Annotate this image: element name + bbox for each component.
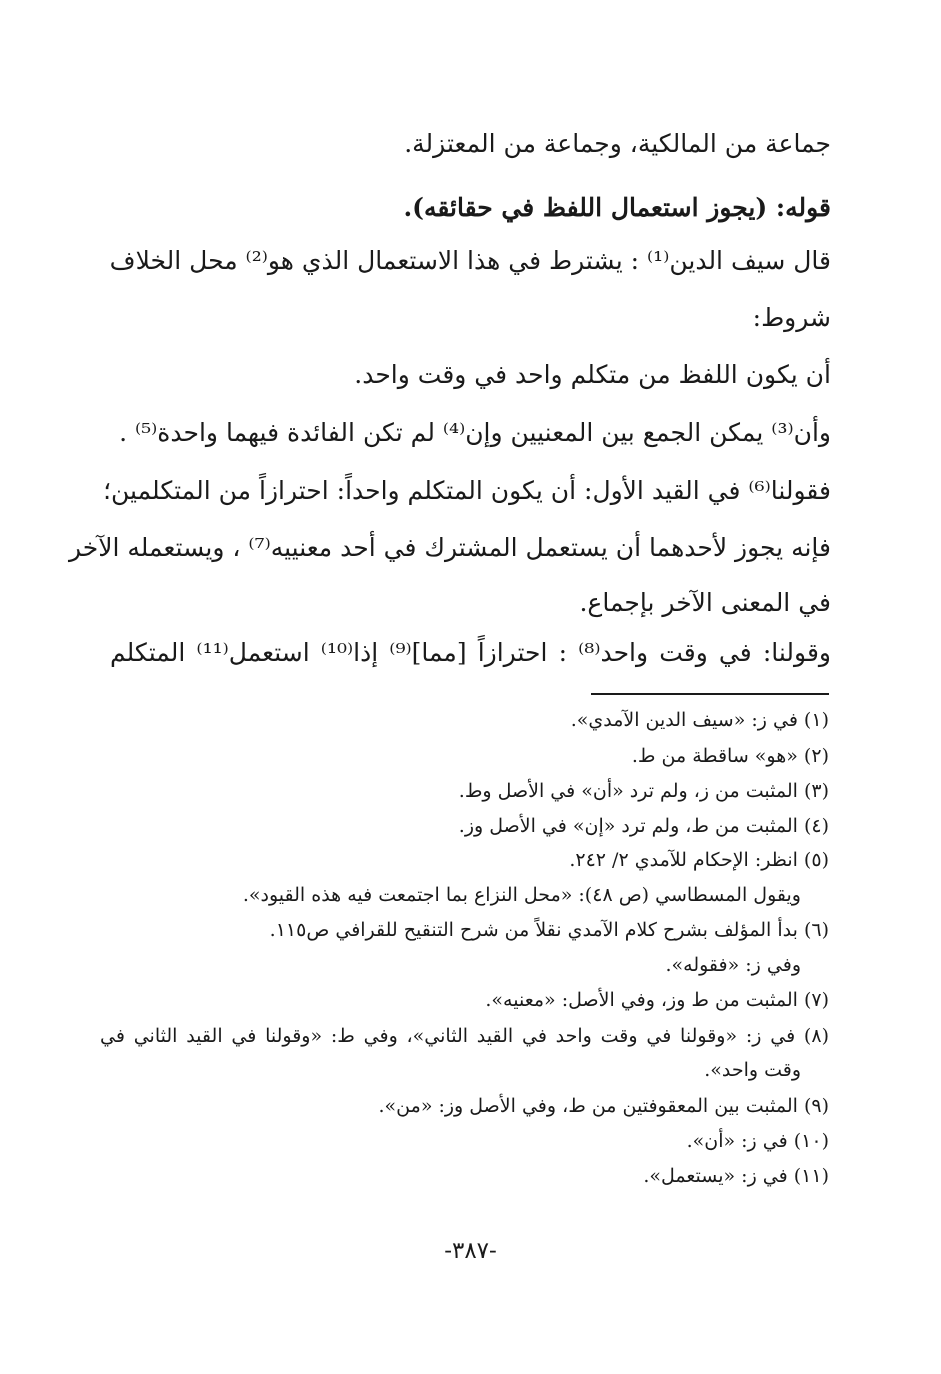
page-number: -٣٨٧- [444,1238,497,1264]
footnote: (٣) المثبت من ز، ولم ترد «أن» في الأصل وط. [458,780,829,802]
footnote: (٥) انظر: الإحكام للآمدي ٢/ ٢٤٢. [569,849,829,871]
text-line: وقولنا: في وقت واحد⁽⁸⁾ : احترازاً [مما]⁽⁹⁾ إذا⁽¹⁰⁾ استعمل⁽¹¹⁾ المتكلم [110,638,831,667]
text-line: أن يكون اللفظ من متكلم واحد في وقت واحد. [354,360,831,389]
footnote: (٢) «هو» ساقطة من ط. [631,745,829,767]
footnote: (١١) في ز: «يستعمل». [643,1165,829,1187]
footnote-continuation: وقت واحد». [704,1059,801,1081]
footnote-continuation: وفي ز: «فقوله». [665,954,801,976]
footnote: (٧) المثبت من ط وز، وفي الأصل: «معنيه». [485,989,829,1011]
footnote: (٨) في ز: «وقولنا في وقت واحد في القيد الثاني»، وفي ط: «وقولنا في القيد الثاني في [100,1025,829,1047]
footnote: (١) في ز: «سيف الدين الآمدي». [570,709,829,731]
text-line: شروط: [752,303,831,332]
text-line: فإنه يجوز لأحدهما أن يستعمل المشترك في أحد معنييه⁽⁷⁾ ، ويستعمله الآخر [68,533,831,562]
text-line: فقولنا⁽⁶⁾ في القيد الأول: أن يكون المتكلم واحداً: احترازاً من المتكلمين؛ [103,476,831,505]
text-line: في المعنى الآخر بإجماع. [579,588,831,617]
footnote-separator [591,693,829,695]
section-heading: قوله: (يجوز استعمال اللفظ في حقائقه). [403,193,831,222]
text-line: قال سيف الدين⁽¹⁾ : يشترط في هذا الاستعمال الذي هو⁽²⁾ محل الخلاف [109,246,831,275]
text-line: وأن⁽³⁾ يمكن الجمع بين المعنيين وإن⁽⁴⁾ لم تكن الفائدة فيهما واحدة⁽⁵⁾ . [119,418,831,447]
footnote: (١٠) في ز: «أن». [686,1130,829,1152]
footnote: (٤) المثبت من ط، ولم ترد «إن» في الأصل وز. [458,815,829,837]
text-line: جماعة من المالكية، وجماعة من المعتزلة. [404,129,831,158]
footnote-continuation: ويقول المسطاسي (ص ٤٨): «محل النزاع بما اجتمعت فيه هذه القيود». [242,884,801,906]
footnote: (٩) المثبت بين المعقوفتين من ط، وفي الأصل وز: «من». [378,1095,829,1117]
footnote: (٦) بدأ المؤلف بشرح كلام الآمدي نقلاً من شرح التنقيح للقرافي ص١١٥. [269,919,829,941]
